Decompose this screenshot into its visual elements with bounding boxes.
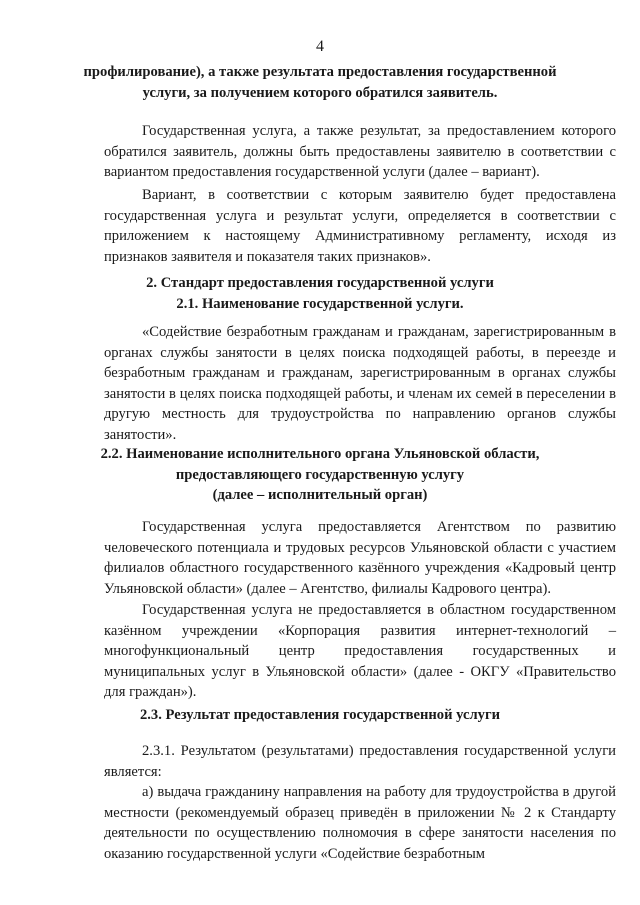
page-number: 4 — [316, 38, 324, 55]
subsection-title-line: 2.2. Наименование исполнительного органа Ульяновской области, — [100, 446, 540, 462]
subsection-2-1-title: 2.1. Наименование государственной услуги. — [176, 295, 464, 312]
paragraph-variant-definition: Вариант, в соответствии с которым заявителю будет предоставлена государственная услуга и результат услуги, определяется в соответствии с приложением к настоящему Административному регламенту, исходя из признаков заявителя и показателя таких признаков». — [104, 187, 616, 265]
heading-continuation — [0, 62, 640, 103]
paragraph-variant-intro: Государственная услуга, а также результат, за предоставлением которого обратился заявитель, должны быть предоставлены заявителю в соответствии с вариантом предоставления государственной услуги (далее – вариант). — [104, 123, 616, 180]
paragraph-agency: Государственная услуга предоставляется Агентством по развитию человеческого потенциала и трудовых ресурсов Ульяновской области с участием филиалов областного государственного казённого учреждения «Кадровый центр Ульяновской области» (далее – Агентство, филиалы Кадрового центра). — [104, 519, 616, 597]
paragraph-service-name: «Содействие безработным гражданам и гражданам, зарегистрированным в органах службы занятости в целях поиска подходящей работы, в переезде и безработным гражданам и гражданам, зарегистрированным в органах службы занятости в целях поиска подходящей работы, и членам их семей в переселении в другую местность для трудоустройства по направлению органов службы занятости». — [104, 324, 616, 443]
subsection-title-line: предоставляющего государственную услугу — [175, 466, 465, 483]
subsection-2-2-heading — [0, 444, 640, 506]
paragraph-result-2-3-1: 2.3.1. Результатом (результатами) предоставления государственной услуги является: — [104, 743, 616, 780]
heading-line: услуги, за получением которого обратился заявитель. — [142, 84, 498, 101]
subsection-2-3-heading — [0, 705, 640, 726]
paragraph-result-item-a: а) выдача гражданину направления на работу для трудоустройства в другой местности (рекомендуемый образец приведён в приложении № 2 к Стандарту деятельности по осуществлению полномочия в сфере занятости населения по оказанию государственной услуги «Содействие безработным — [104, 784, 616, 862]
subsection-title: 2.3. Результат предоставления государственной услуги — [139, 707, 501, 723]
paragraph-mfc: Государственная услуга не предоставляется в областном государственном казённом учреждении «Корпорация развития интернет-технологий – многофункциональный центр предоставления государственных и муниципальных услуг в Ульяновской области» (далее - ОКГУ «Правительство для граждан»). — [104, 602, 616, 700]
section-2-heading — [0, 273, 640, 314]
heading-line: профилирование), а также результата предоставления государственной — [83, 64, 557, 80]
subsection-title-line: (далее – исполнительный орган) — [212, 487, 428, 503]
section-title: 2. Стандарт предоставления государственной услуги — [146, 275, 494, 291]
